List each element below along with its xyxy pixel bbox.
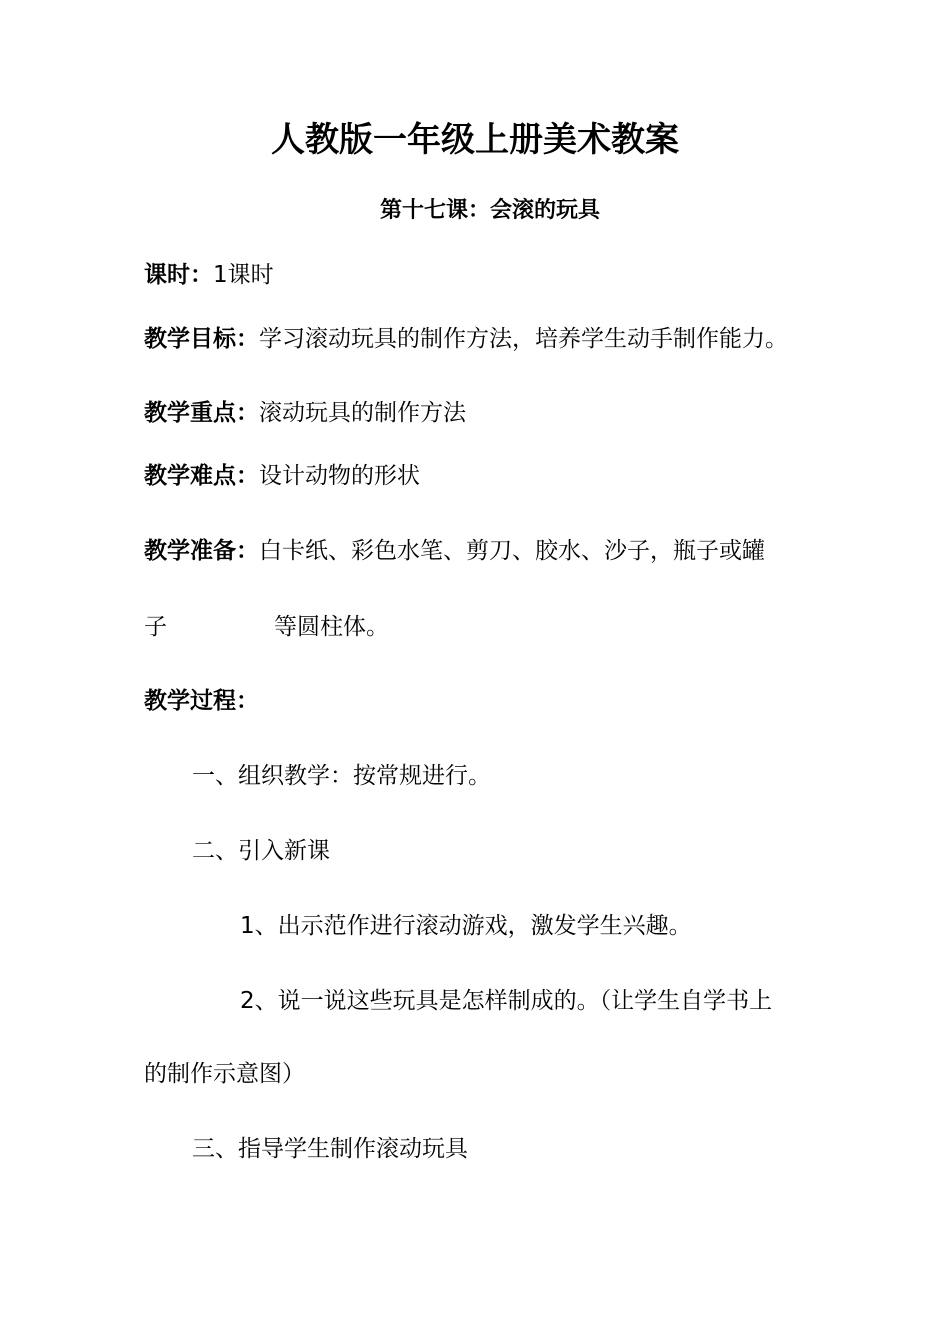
field-value: 滚动玩具的制作方法 bbox=[259, 400, 466, 426]
preparation-continued: 子 bbox=[144, 614, 167, 640]
field-value: 1课时 bbox=[213, 262, 274, 288]
lesson-subtitle: 第十七课：会滚的玩具 bbox=[379, 198, 600, 223]
field-preparation bbox=[144, 536, 765, 566]
field-label: 教学重点： bbox=[144, 400, 259, 426]
field-key-point bbox=[144, 398, 466, 428]
field-label: 教学目标： bbox=[144, 326, 259, 352]
step-2: 二、引入新课 bbox=[192, 838, 330, 864]
field-label: 教学准备： bbox=[144, 538, 259, 564]
field-label: 教学难点： bbox=[144, 463, 259, 489]
field-goal bbox=[144, 324, 788, 354]
field-label: 教学过程： bbox=[144, 688, 259, 714]
step-2-2-continued: 的制作示意图） bbox=[144, 1061, 305, 1087]
page-title: 人教版一年级上册美术教案 bbox=[271, 120, 679, 160]
step-3: 三、指导学生制作滚动玩具 bbox=[192, 1136, 468, 1162]
field-period bbox=[144, 260, 274, 290]
field-value: 设计动物的形状 bbox=[259, 463, 420, 489]
field-process bbox=[144, 686, 259, 716]
field-value: 学习滚动玩具的制作方法，培养学生动手制作能力。 bbox=[259, 326, 788, 352]
step-2-2: 2、说一说这些玩具是怎样制成的。（让学生自学书上 bbox=[240, 988, 773, 1014]
field-value: 白卡纸、彩色水笔、剪刀、胶水、沙子，瓶子或罐 bbox=[259, 538, 765, 564]
field-label: 课时： bbox=[144, 262, 213, 288]
field-difficulty bbox=[144, 461, 420, 491]
step-1: 一、组织教学：按常规进行。 bbox=[192, 763, 491, 789]
preparation-continued-2: 等圆柱体。 bbox=[274, 614, 389, 640]
step-2-1: 1、出示范作进行滚动游戏，激发学生兴趣。 bbox=[240, 913, 692, 939]
